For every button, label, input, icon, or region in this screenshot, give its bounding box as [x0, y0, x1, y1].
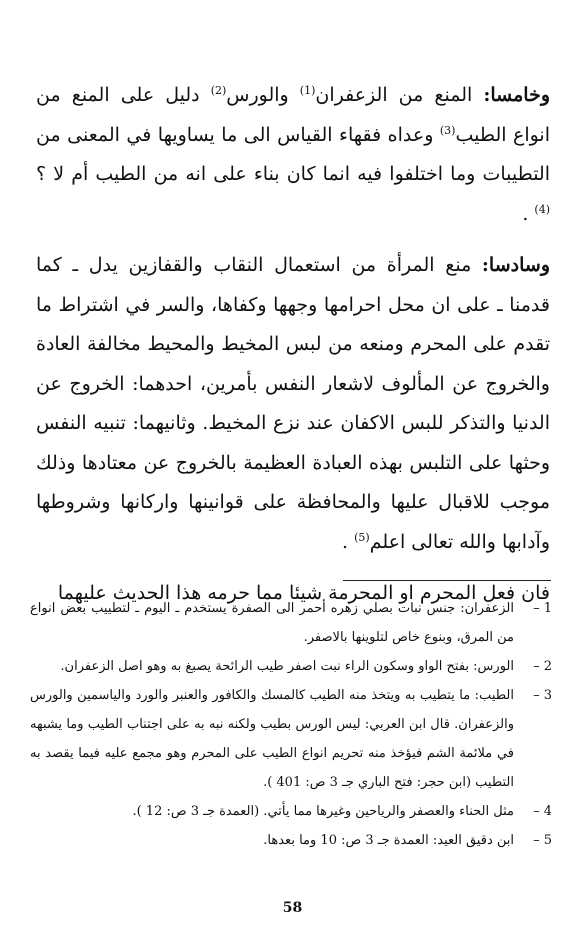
- footnote-item: [30, 797, 552, 826]
- footnote-text: ابن دقيق العيد: العمدة جـ 3 ص: 10 وما بعدها.: [263, 833, 514, 848]
- footnote-text: مثل الحناء والعصفر والرياحين وغيرها مما يأتي. (العمدة جـ 3 ص: 12 ).: [132, 804, 514, 819]
- paragraph-fifth: [36, 76, 550, 234]
- paragraph-lead: وسادسا:: [481, 254, 550, 276]
- text-segment: وعداه فقهاء القياس الى ما يساويها في المعنى من التطيبات وما اختلفوا فيه انما كان بناء على انه من الطيب أم لا ؟: [36, 123, 550, 185]
- footnote-number: 2 –: [533, 659, 552, 674]
- footnote-divider: [343, 580, 551, 581]
- text-segment: فان فعل المحرم او المحرمة شيئا مما حرمه هذا الحديث عليهما: [57, 582, 550, 604]
- footnote-item: [30, 594, 552, 652]
- paragraph-sixth: [36, 246, 550, 562]
- footnote-number: 4 –: [533, 804, 552, 819]
- text-segment: المنع من الزعفران: [315, 84, 484, 106]
- footnote-text: الزعفران: جنس نبات بصلي زهره أحمر الى الصفرة يستخدم ـ اليوم ـ لتطييب بعض انواع من المرق، وبنوع خاص لتلوينها بالاصفر.: [30, 601, 514, 645]
- footnote-number: 1 –: [533, 601, 552, 616]
- paragraph-lead: وخامسا:: [483, 84, 551, 106]
- footnote-ref[interactable]: (2): [210, 84, 227, 97]
- footnote-ref[interactable]: (5): [354, 530, 370, 544]
- footnote-ref[interactable]: (4): [534, 202, 550, 216]
- text-segment: منع المرأة من استعمال النقاب والقفازين يدل ـ كما قدمنا ـ على ان محل احرامها وجهها وكفاها، والسر في اشتراط ما تقدم على المحرم ومنعه من لبس المخيط والمحيط مخالفة العادة والخروج عن المألوف لاشعار النفس بأمرين، احدهما: الخروج عن الدنيا والتذكر للبس الاكفان عند نزع المخيط. وثانيهما: تنبيه النفس وحثها على التلبس بهذه العبادة العظيمة بالخروج عن معتادها وذلك موجب للاقبال عليها والمحافظة على قوانينها واركانها وشروطها وآدابها والله تعالى اعلم: [36, 254, 550, 553]
- footnote-item: [30, 652, 552, 681]
- footnote-ref[interactable]: (1): [299, 84, 316, 97]
- footnotes: [30, 594, 552, 855]
- page-number: 58: [282, 900, 303, 916]
- footnote-text: الطيب: ما يتطيب به ويتخذ منه الطيب كالمسك والكافور والعنبر والورد والياسمين والورس والزعفران. قال ابن العربي: ليس الورس بطيب ولكنه نبه به على اجتناب الطيب وما يشبهه في ملائمة الشم فيؤخذ منه تحريم انواع الطيب على المحرم وهو مجمع عليه فيما يقصد به التطيب (ابن حجر: فتح الباري جـ 3 ص: 401 ).: [30, 688, 514, 790]
- text-segment: دليل على المنع من انواع الطيب: [36, 84, 550, 146]
- text-segment: والورس: [226, 84, 300, 106]
- footnote-text: الورس: بفتح الواو وسكون الراء نبت اصفر طيب الرائحة يصبغ به وهو اصل الزعفران.: [60, 659, 514, 674]
- footnote-ref[interactable]: (3): [439, 123, 456, 137]
- footnote-number: 3 –: [533, 688, 552, 703]
- main-text: [36, 76, 550, 614]
- text-segment: .: [342, 530, 355, 553]
- text-segment: .: [522, 202, 535, 225]
- footnote-item: [30, 826, 552, 855]
- footnote-number: 5 –: [533, 833, 552, 848]
- footnote-item: [30, 681, 552, 797]
